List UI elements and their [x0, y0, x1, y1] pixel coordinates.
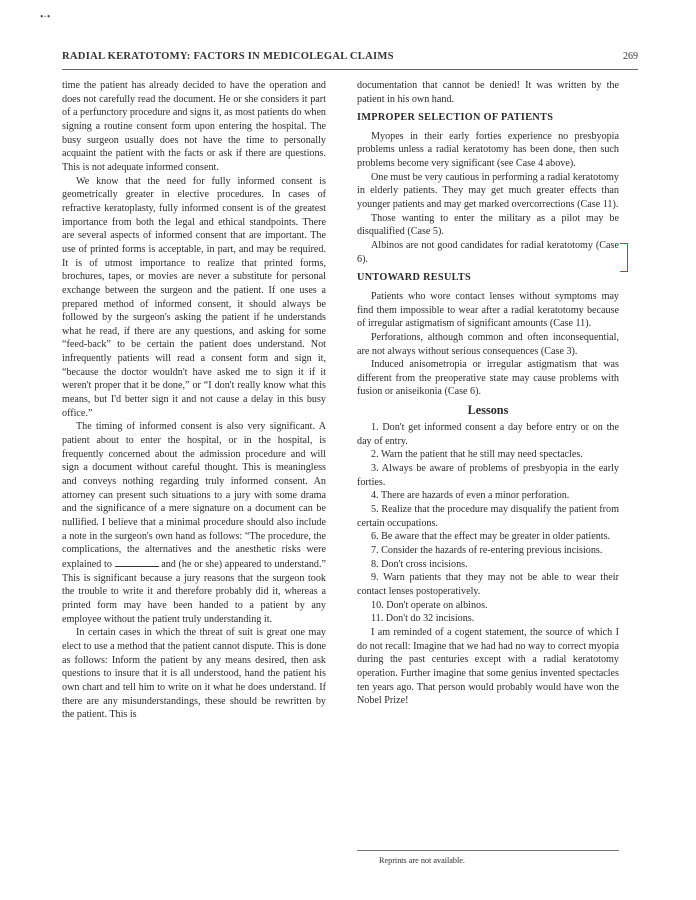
- paragraph: One must be very cautious in performing a radial keratotomy in elderly patients. They may get much greater effects than younger patients and may get marked overcorrections (Case 11).: [357, 171, 619, 211]
- lesson-item: 4. There are hazards of even a minor perforation.: [371, 490, 570, 502]
- paragraph: Induced anisometropia or irregular astigmatism that was different from the preoperative state may cause problems with fusion or aniseikonia (Case 6).: [357, 359, 619, 398]
- footnote: [357, 855, 619, 866]
- margin-bracket-annotation: [620, 243, 628, 272]
- section-heading: UNTOWARD RESULTS: [357, 272, 472, 284]
- lesson-item: 11. Don't do 32 incisions.: [371, 613, 475, 625]
- paragraph: Patients who wore contact lenses without symptoms may find them impossible to wear after a radial keratotomy because of irregular astigmatism of significant amounts (Case 11).: [357, 290, 619, 330]
- right-column: [357, 79, 619, 708]
- lesson-item: 10. Don't operate on albinos.: [371, 599, 488, 611]
- section-heading: IMPROPER SELECTION OF PATIENTS: [357, 112, 554, 124]
- lesson-item: 9. Warn patients that they may not be able to wear their contact lenses postoperatively.: [357, 572, 619, 597]
- lesson-item: 6. Be aware that the effect may be greater in older patients.: [371, 531, 611, 543]
- paragraph: We know that the need for fully informed consent is geometrically greater in elective procedures. In cases of refractive keratoplasty, fully informed consent is of the greatest importance from both the legal and ethical standpoints. There are several aspects of informed consent that are important. The use of printed forms is acceptable, in part, and may be required. It is of utmost importance to realize that printed forms, brochures, tapes, or movies are never a substitute for personal exchange between the surgeon and the patient. If one uses a prepared method of informed consent, it should always be followed by the surgeon's asking the patient if he understands what he read, if there are any questions, and asking for some “feed-back” to be certain the patient does understand. Not infrequently patients will read a consent form and sign it, “because the doctor wouldn't have asked me to sign it if it weren't proper that it be done,” or “I don't really know what this means, but I'd better sign it and not cause a delay in this busy office.”: [62, 175, 326, 419]
- paragraph: Albinos are not good candidates for radial keratotomy (Case 6).: [357, 240, 619, 265]
- running-title: RADIAL KERATOTOMY: FACTORS IN MEDICOLEGAL CLAIMS: [62, 51, 394, 62]
- page-number: 269: [623, 51, 638, 62]
- lesson-item: 3. Always be aware of problems of presbyopia in the early forties.: [357, 463, 619, 488]
- paragraph-consent-timing: [62, 420, 326, 626]
- lessons-heading: Lessons: [467, 403, 509, 418]
- paragraph: Those wanting to enter the military as a pilot may be disqualified (Case 5).: [357, 212, 619, 238]
- scan-mark: •·•: [40, 12, 51, 23]
- paragraph: I am reminded of a cogent statement, the source of which I do not recall: Imagine that we had had no way to correct myopia during the past centuries except with a radial keratotomy operation. Further imagine that some genius invented spectacles ten years ago. That person would probably would have won the Nobel Prize!: [357, 626, 619, 707]
- left-column: [62, 79, 326, 722]
- lesson-item: 8. Don't cross incisions.: [371, 558, 468, 570]
- header-rule: [62, 69, 638, 70]
- lesson-item: 7. Consider the hazards of re-entering previous incisions.: [371, 545, 603, 557]
- fill-in-blank: [115, 557, 159, 567]
- paragraph: Perforations, although common and often inconsequential, are not always without serious consequences (Case 3).: [357, 331, 619, 357]
- footnote-rule: [357, 850, 619, 851]
- paragraph: In certain cases in which the threat of suit is great one may elect to use a method that the patient cannot dispute. This is done as follows: Inform the patient by any means desired, then ask questions to insure that it is all understood, hand the patient his own chart and tell him to write on it what he does understand. If there are any misunderstandings, these should be rewritten by the patient. This is: [62, 627, 326, 721]
- lesson-item: 1. Don't get informed consent a day before entry or on the day of entry.: [357, 422, 619, 447]
- paragraph: time the patient has already decided to have the operation and does not carefully read the document. He or she considers it part of a perfunctory procedure and signs it, as most patients do when signing a routine consent form upon entering the hospital. The busy surgeon usually does not have the time to personally acquaint the patient with the facts or ask if there are questions. This is not adequate informed consent.: [62, 80, 326, 173]
- paragraph-text: and (he or she) appeared to understand.” This is significant because a jury reasons that the surgeon took the trouble to write it and therefore probably did it, whereas a printed form may have been handed to a patient by any employee without the patient truly understanding it.: [62, 558, 326, 625]
- running-header: [62, 50, 638, 64]
- footnote-text: Reprints are not available.: [379, 856, 465, 865]
- paragraph: documentation that cannot be denied! It was written by the patient in his own hand.: [357, 80, 619, 105]
- lesson-item: 2. Warn the patient that he still may need spectacles.: [371, 449, 583, 461]
- paragraph-text: The timing of informed consent is also very significant. A patient about to enter the hospital, or in the hospital, is frequently concerned about the admission procedure and will sign a document without careful thought. This is meaningless and conveys nothing regarding truly informed consent. An attorney can present such situations to a jury with some drama and the significance of a mere signature on a document can be nullified. I believe that a minimal procedure should also include a note in the surgeon's own hand as follows: “The procedure, the complications, the alternatives and the anesthetic risks were explained to: [62, 421, 326, 570]
- lesson-item: 5. Realize that the procedure may disqualify the patient from certain occupations.: [357, 504, 619, 529]
- paragraph: Myopes in their early forties experience no presbyopia problems unless a radial keratotomy has been done, then such problems become very significant (see Case 4 above).: [357, 130, 619, 170]
